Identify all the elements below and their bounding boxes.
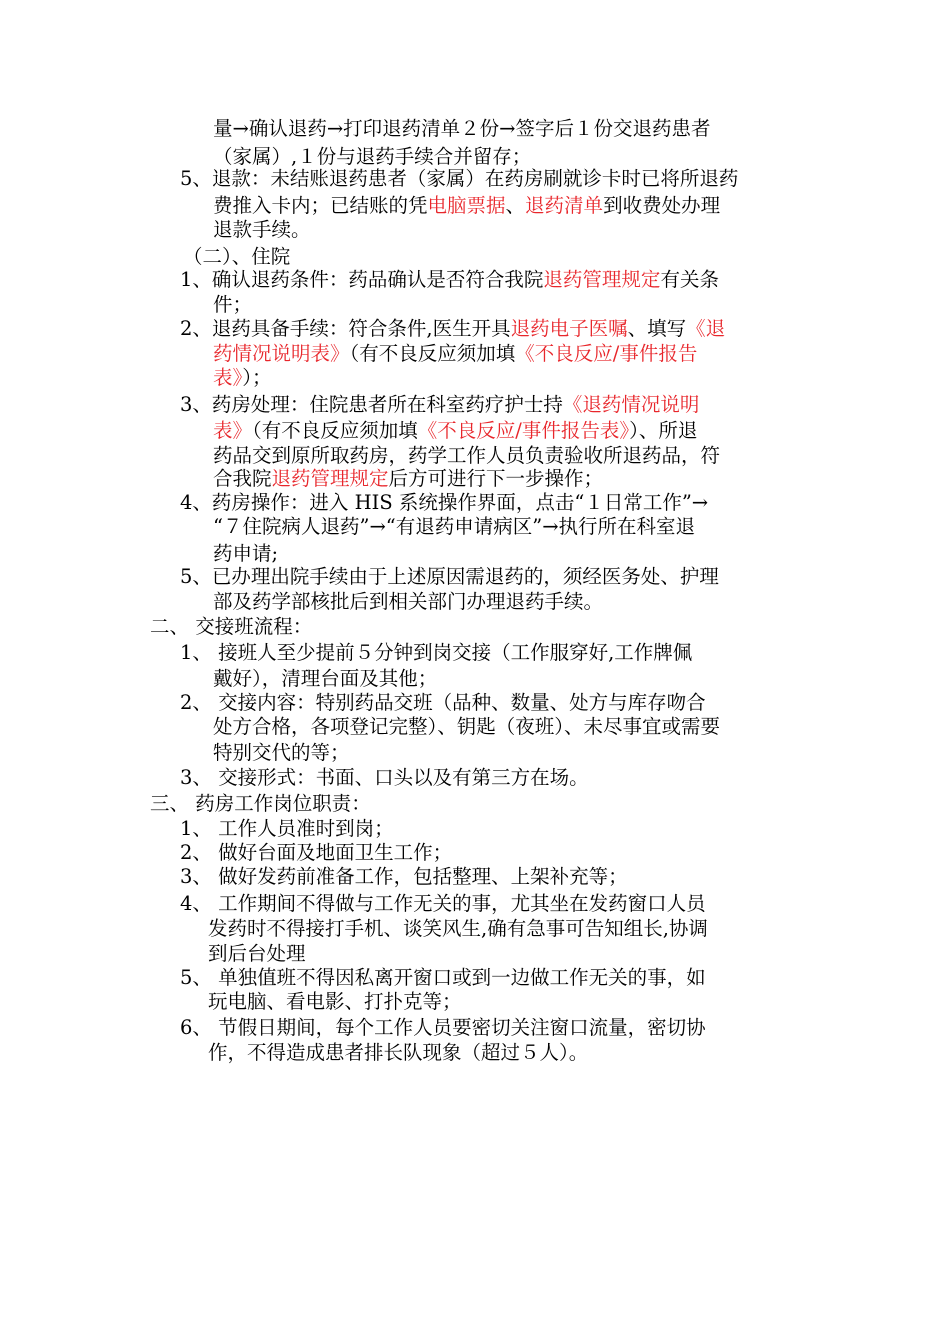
highlighted-term: 表》 xyxy=(213,419,253,442)
text-segment: 特别交代的等； xyxy=(213,741,350,764)
text-line xyxy=(180,840,452,866)
text-segment: 合我院 xyxy=(213,467,272,490)
text-segment: 3、 交接形式：书面、口头以及有第三方在场。 xyxy=(180,766,589,789)
highlighted-term: 退药电子医嘱 xyxy=(510,317,628,340)
text-line xyxy=(180,166,738,192)
text-segment: 量→确认退药→打印退药清单２份→签字后１份交退药患者 xyxy=(213,117,711,140)
text-segment: 6、 节假日期间，每个工作人员要密切关注窗口流量，密切协 xyxy=(180,1016,706,1039)
text-segment: 5、退款：未结账退药患者（家属）在药房刷就诊卡时已将所退药 xyxy=(180,167,739,190)
text-line xyxy=(180,690,706,716)
highlighted-term: 药情况说明表》 xyxy=(213,342,350,365)
text-line xyxy=(180,816,394,842)
text-segment: 2、 做好台面及地面卫生工作； xyxy=(180,841,453,864)
highlighted-term: 《退药情况说明 xyxy=(562,393,700,416)
text-segment: 药申请; xyxy=(213,542,279,565)
text-segment: 药品交到原所取药房，药学工作人员负责验收所退药品，符 xyxy=(213,444,721,467)
text-line xyxy=(213,341,697,367)
text-segment: 有关条 xyxy=(660,268,719,291)
text-segment: 1、确认退药条件：药品确认是否符合我院 xyxy=(180,268,544,291)
text-segment: 、填写 xyxy=(627,317,687,340)
text-line xyxy=(180,267,719,293)
text-line xyxy=(213,365,272,391)
text-segment: （有不良反应须加填 xyxy=(349,342,516,365)
text-segment: 玩电脑、看电影、打扑克等； xyxy=(208,990,462,1013)
text-segment: 费推入卡内；已结账的凭 xyxy=(213,194,428,217)
text-line xyxy=(150,791,371,817)
text-line xyxy=(213,193,720,219)
text-segment: 到收费处办理 xyxy=(603,194,721,217)
text-segment: （二）、住院 xyxy=(183,245,291,268)
text-segment: ）； xyxy=(242,366,272,389)
highlighted-term: 退药管理规定 xyxy=(543,268,661,291)
text-line xyxy=(180,965,706,991)
text-segment: 作，不得造成患者排长队现象（超过５人）。 xyxy=(208,1041,589,1064)
text-segment: 3、药房处理：住院患者所在科室药疗护士持 xyxy=(180,393,563,416)
text-segment: 4、药房操作：进入 HIS 系统操作界面，点击“１日常工作”→ xyxy=(180,491,709,514)
text-line xyxy=(208,941,306,967)
text-line xyxy=(180,1015,706,1041)
highlighted-term: 退药清单 xyxy=(525,194,604,217)
text-segment: 1、 工作人员准时到岗； xyxy=(180,817,394,840)
highlighted-term: 电脑票据 xyxy=(427,194,506,217)
text-line xyxy=(213,217,311,243)
text-segment: 戴好），清理台面及其他； xyxy=(213,667,438,690)
text-segment: 5、 单独值班不得因私离开窗口或到一边做工作无关的事，如 xyxy=(180,966,706,989)
text-segment: 2、退药具备手续：符合条件,医生开具 xyxy=(180,317,511,340)
text-line xyxy=(208,1040,588,1066)
text-segment: 处方合格，各项登记完整）、钥匙（夜班）、未尽事宜或需要 xyxy=(213,715,721,738)
text-segment: 3、 做好发药前准备工作，包括整理、上架补充等； xyxy=(180,865,628,888)
text-segment: 发药时不得接打手机、谈笑风生,确有急事可告知组长,协调 xyxy=(208,917,708,940)
text-line xyxy=(180,564,719,590)
text-segment: 1、 接班人至少提前５分钟到岗交接（工作服穿好,工作牌佩 xyxy=(180,641,693,664)
text-segment: 5、已办理出院手续由于上述原因需退药的，须经医务处、护理 xyxy=(180,565,719,588)
highlighted-term: 《不良反应/事件报告 xyxy=(515,342,698,365)
text-line xyxy=(180,316,725,342)
text-line xyxy=(208,989,462,1015)
text-segment: 、 xyxy=(505,194,526,217)
text-line xyxy=(213,292,252,318)
highlighted-term: 《退 xyxy=(686,317,726,340)
text-segment: 二、 交接班流程： xyxy=(150,615,313,638)
text-line xyxy=(213,740,350,766)
text-line xyxy=(213,666,437,692)
text-segment: 退款手续。 xyxy=(213,218,311,241)
text-segment: （有不良反应须加填 xyxy=(252,419,418,442)
text-segment: 4、 工作期间不得做与工作无关的事，尤其坐在发药窗口人员 xyxy=(180,892,706,915)
text-line xyxy=(180,392,699,418)
text-line xyxy=(180,864,628,890)
text-line xyxy=(180,891,706,917)
text-line xyxy=(180,640,692,666)
text-segment: 部及药学部核批后到相关部门办理退药手续。 xyxy=(213,590,604,613)
text-segment: 到后台处理 xyxy=(208,942,306,965)
text-segment: （家属）,１份与退药手续合并留存； xyxy=(213,145,532,168)
highlighted-term: 《不良反应/事件报告表》 xyxy=(417,419,630,442)
text-line xyxy=(180,490,708,516)
text-line xyxy=(150,614,312,640)
text-line xyxy=(213,418,697,444)
text-segment: ）、所退 xyxy=(629,419,698,442)
text-line xyxy=(213,714,720,740)
highlighted-term: 表》 xyxy=(213,366,243,389)
text-segment: 2、 交接内容：特别药品交班（品种、数量、处方与库存吻合 xyxy=(180,691,706,714)
text-line xyxy=(208,916,708,942)
text-segment: 三、 药房工作岗位职责： xyxy=(150,792,371,815)
text-line xyxy=(213,589,603,615)
text-segment: 件； xyxy=(213,293,253,316)
text-segment: “７住院病人退药”→“有退药申请病区”→执行所在科室退 xyxy=(213,515,696,538)
text-line xyxy=(213,116,711,142)
text-segment: 后方可进行下一步操作； xyxy=(388,467,604,490)
text-line xyxy=(180,765,589,791)
highlighted-term: 退药管理规定 xyxy=(271,467,389,490)
text-line xyxy=(213,514,695,540)
text-line xyxy=(213,466,603,492)
